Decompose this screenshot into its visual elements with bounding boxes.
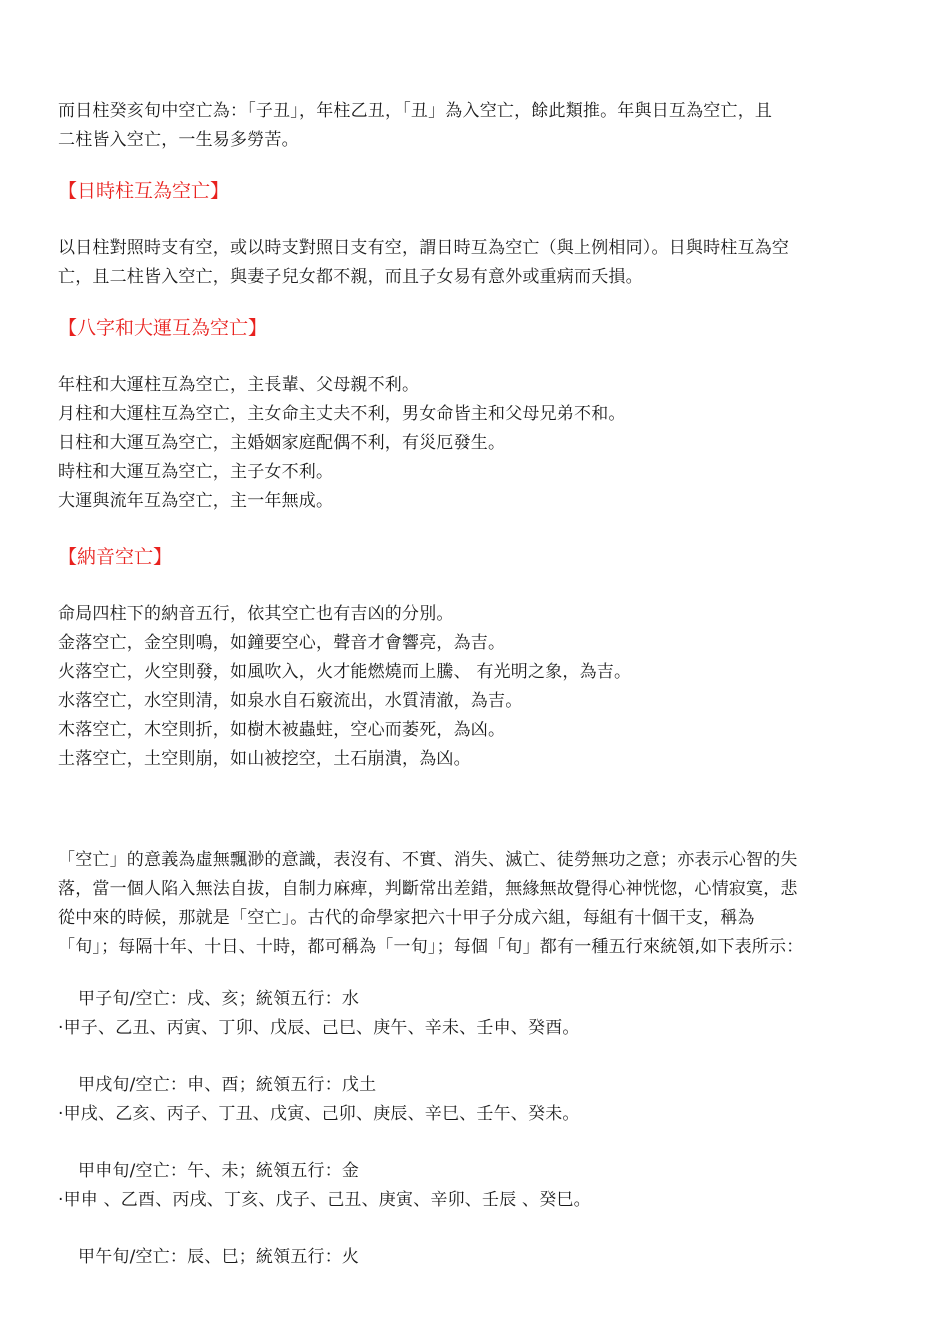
xun-members: ·甲子、乙丑、丙寅、丁卯、戊辰、己巳、庚午、辛未、壬申、癸酉。 <box>58 1018 580 1038</box>
text-line: 大運與流年互為空亡，主一年無成。 <box>58 491 334 511</box>
section-paragraph-nayin-void <box>58 600 631 774</box>
xun-members: ·甲申 、乙酉、丙戌、丁亥、戊子、己丑、庚寅、辛卯、壬辰 、癸巳。 <box>58 1190 591 1210</box>
text-line: 日柱和大運互為空亡，主婚姻家庭配偶不利，有災厄發生。 <box>58 433 506 453</box>
text-line: 以日柱對照時支有空，或以時支對照日支有空，謂日時互為空亡（與上例相同）。日與時柱互為空 <box>58 238 790 258</box>
section-heading-day-hour-void: 【日時柱互為空亡】 <box>58 180 230 202</box>
xun-group-jiazi <box>58 985 580 1043</box>
text-line: 而日柱癸亥旬中空亡為：「子丑」，年柱乙丑，「丑」為入空亡，餘此類推。年與日互為空亡，且 <box>58 101 773 121</box>
text-line: 水落空亡，水空則清，如泉水自石竅流出，水質清澈，為吉。 <box>58 691 523 711</box>
xun-group-jiawu <box>58 1243 359 1272</box>
text-line: 「空亡」的意義為虛無飄渺的意識，表沒有、不實、消失、滅亡、徒勞無功之意；亦表示心智的失 <box>58 850 798 870</box>
text-line: 二柱皆入空亡，一生易多勞苦。 <box>58 130 299 150</box>
xun-group-jiashen <box>58 1157 591 1215</box>
text-line: 落，當一個人陷入無法自拔，自制力麻痺，判斷常出差錯，無緣無故覺得心神恍惚，心情寂寞，悲 <box>58 879 798 899</box>
section-paragraph-bazi-luck-void <box>58 371 626 516</box>
xun-members: ·甲戌、乙亥、丙子、丁丑、戊寅、己卯、庚辰、辛巳、壬午、癸未。 <box>58 1104 580 1124</box>
text-line: 土落空亡，土空則崩，如山被挖空，土石崩潰，為凶。 <box>58 749 471 769</box>
text-line: 亡，且二柱皆入空亡，與妻子兒女都不親，而且子女易有意外或重病而夭損。 <box>58 267 643 287</box>
section-heading-nayin-void: 【納音空亡】 <box>58 546 173 568</box>
text-line: 木落空亡，木空則折，如樹木被蟲蛀，空心而萎死，為凶。 <box>58 720 506 740</box>
section-paragraph-day-hour-void <box>58 234 789 292</box>
explanation-paragraph <box>58 846 803 962</box>
xun-title: 甲午旬/空亡：辰、巳；統領五行：火 <box>78 1247 360 1267</box>
xun-title: 甲申旬/空亡：午、未；統領五行：金 <box>78 1161 360 1181</box>
text-line: 年柱和大運柱互為空亡，主長輩、父母親不利。 <box>58 375 420 395</box>
text-line: 時柱和大運互為空亡，主子女不利。 <box>58 462 334 482</box>
text-line: 命局四柱下的納音五行，依其空亡也有吉凶的分別。 <box>58 604 454 624</box>
xun-title: 甲戌旬/空亡：申、酉；統領五行：戊土 <box>78 1075 377 1095</box>
xun-title: 甲子旬/空亡：戌、亥；統領五行：水 <box>78 989 360 1009</box>
text-line: 金落空亡，金空則鳴，如鐘要空心，聲音才會響亮，為吉。 <box>58 633 506 653</box>
text-line: 從中來的時候，那就是「空亡」。古代的命學家把六十甲子分成六組，每組有十個干支，稱為 <box>58 908 755 928</box>
text-line: 月柱和大運柱互為空亡，主女命主丈夫不利，男女命皆主和父母兄弟不和。 <box>58 404 626 424</box>
section-heading-bazi-luck-void: 【八字和大運互為空亡】 <box>58 317 268 339</box>
text-line: 「旬」；每隔十年、十日、十時，都可稱為「一旬」；每個「旬」都有一種五行來統領,如下表所示： <box>58 937 804 957</box>
xun-group-jiaxu <box>58 1071 580 1129</box>
intro-paragraph <box>58 97 772 155</box>
text-line: 火落空亡，火空則發，如風吹入，火才能燃燒而上騰、 有光明之象，為吉。 <box>58 662 632 682</box>
